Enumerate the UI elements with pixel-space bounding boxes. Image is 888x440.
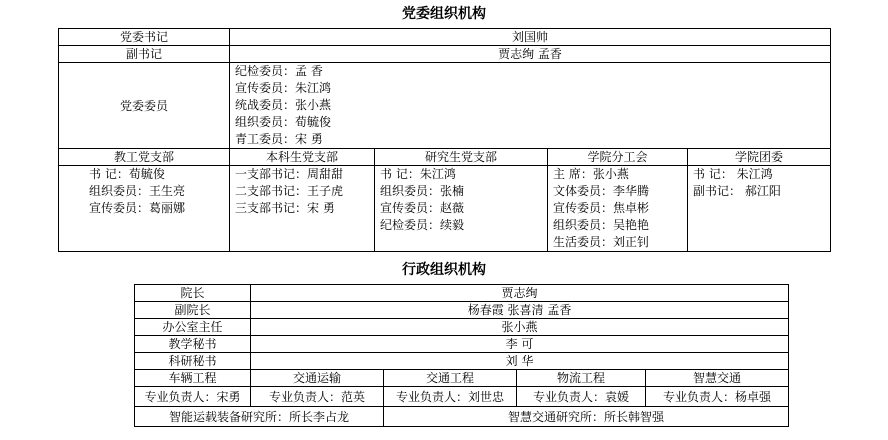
major-name: 车辆工程 [135,370,251,387]
branch-name: 本科生党支部 [230,149,375,166]
major-lead: 专业负责人：袁媛 [517,387,646,407]
admin-org-table [134,284,789,427]
admin-role-label: 副院长 [135,302,251,319]
branch-member: 二支部书记：王子虎 [235,184,344,198]
party-org-table [58,28,831,252]
secretary-value: 刘国帅 [230,29,831,46]
branch-members-row [59,166,831,252]
committee-member: 统战委员：张小燕 [235,98,332,112]
admin-role-value: 贾志绚 [251,285,789,302]
branch-member: 组织委员：王生亮 [89,184,186,198]
admin-role-label: 教学秘书 [135,336,251,353]
major-lead-row [135,387,789,407]
major-name: 交通运输 [251,370,384,387]
branch-member: 副书记： 郝江阳 [693,184,781,198]
admin-role-value: 张小燕 [251,319,789,336]
admin-role-value: 杨春霞 张喜清 孟香 [251,302,789,319]
committee-member: 组织委员：荀毓俊 [235,115,332,129]
branch-name: 学院分工会 [548,149,688,166]
branch-member: 书 记：荀毓俊 [89,167,165,181]
admin-role-value: 李 可 [251,336,789,353]
institute-cell: 智能运载装备研究所：所长李占龙 [135,407,384,427]
committee-member: 纪检委员：孟 香 [235,64,323,78]
secretary-row [59,29,831,46]
branch-name: 教工党支部 [59,149,230,166]
admin-role-value: 刘 华 [251,353,789,370]
admin-row [135,285,789,302]
institute-cell: 智慧交通研究所：所长韩智强 [384,407,789,427]
institute-row [135,407,789,427]
secretary-label: 党委书记 [59,29,230,46]
branch-name: 学院团委 [688,149,831,166]
deputy-row [59,46,831,63]
branch-member: 书 记： 朱江鸿 [693,167,773,181]
major-name: 交通工程 [384,370,517,387]
major-lead: 专业负责人：宋勇 [135,387,251,407]
branch-member: 宣传委员：葛丽娜 [89,201,186,215]
branch-member: 三支部书记：宋 勇 [235,201,335,215]
branch-members [59,166,230,252]
branch-member: 纪检委员：续毅 [380,218,465,232]
committee-member: 宣传委员：朱江鸿 [235,81,332,95]
admin-row [135,319,789,336]
major-lead: 专业负责人：刘世忠 [384,387,517,407]
admin-row [135,336,789,353]
major-lead: 专业负责人：范英 [251,387,384,407]
major-name: 智慧交通 [646,370,789,387]
branch-member: 生活委员：刘正钊 [553,235,650,249]
admin-org-title: 行政组织机构 [402,262,486,278]
branch-members [688,166,831,252]
branch-member: 组织委员：张楠 [380,184,465,198]
admin-row [135,302,789,319]
branch-name: 研究生党支部 [375,149,548,166]
branch-members [548,166,688,252]
branch-header-row [59,149,831,166]
deputy-value: 贾志绚 孟香 [230,46,831,63]
branch-member: 主 席：张小燕 [553,167,629,181]
branch-member: 宣传委员：焦卓彬 [553,201,650,215]
admin-role-label: 办公室主任 [135,319,251,336]
branch-member: 书 记：朱江鸿 [380,167,456,181]
committee-row [59,63,831,149]
branch-member: 一支部书记：周甜甜 [235,167,344,181]
committee-label: 党委委员 [59,63,230,149]
branch-member: 文体委员：李华腾 [553,184,650,198]
major-name-row [135,370,789,387]
committee-members [230,63,831,149]
admin-role-label: 科研秘书 [135,353,251,370]
deputy-label: 副书记 [59,46,230,63]
major-lead: 专业负责人：杨卓强 [646,387,789,407]
admin-row [135,353,789,370]
branch-members [230,166,375,252]
major-name: 物流工程 [517,370,646,387]
party-org-title: 党委组织机构 [402,6,486,22]
branch-member: 宣传委员：赵薇 [380,201,465,215]
branch-members [375,166,548,252]
branch-member: 组织委员：吴艳艳 [553,218,650,232]
admin-role-label: 院长 [135,285,251,302]
committee-member: 青工委员：宋 勇 [235,132,323,146]
